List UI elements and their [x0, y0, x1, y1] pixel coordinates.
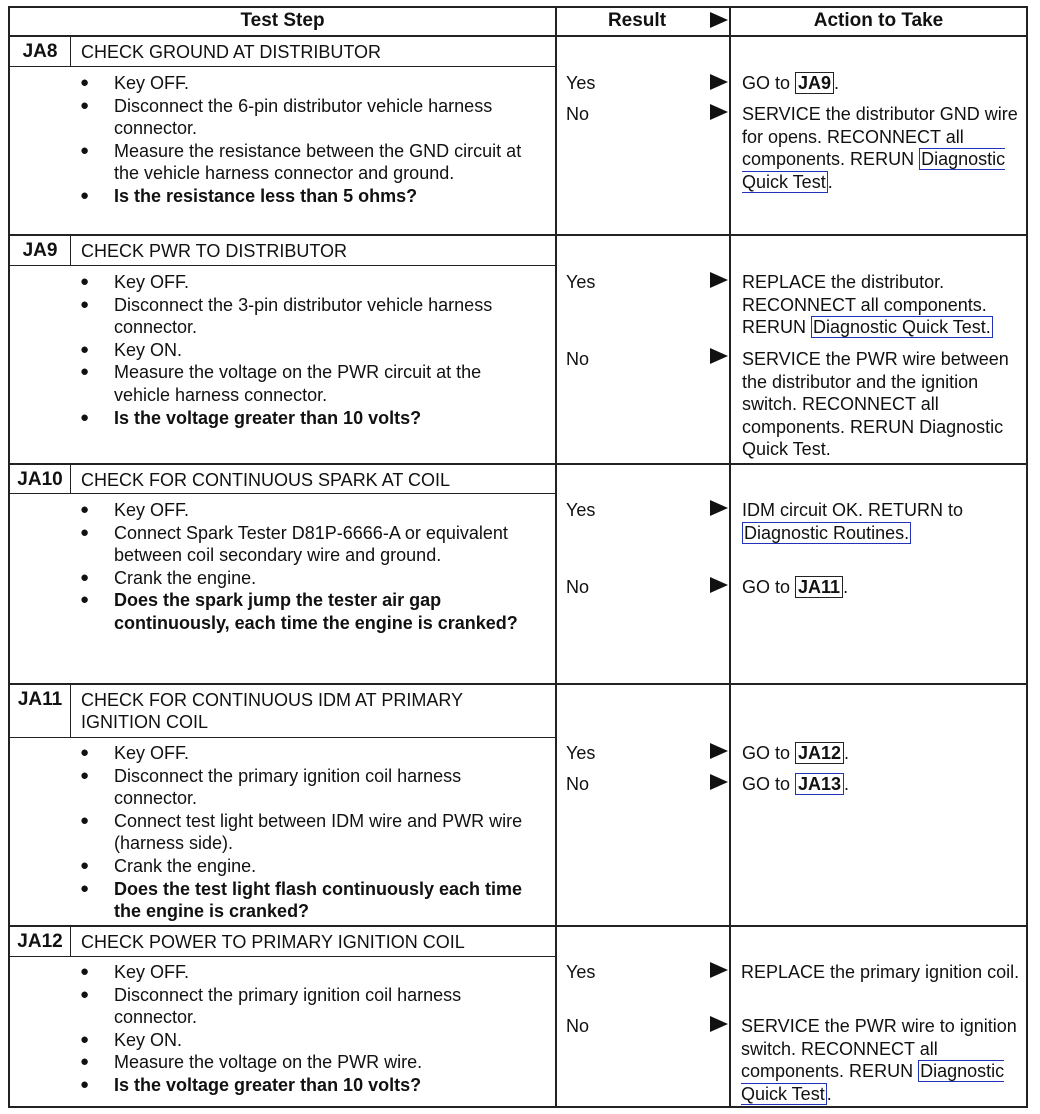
- list-item: ● Connect Spark Tester D81P-6666-A or equivalent between coil secondary wire and ground.: [80, 522, 525, 567]
- result-no: No: [566, 774, 590, 794]
- action-no: GO to JA11 .: [742, 577, 849, 597]
- diagnostic-routines-link[interactable]: Diagnostic Routines.: [744, 522, 910, 543]
- step-list: [80, 271, 535, 429]
- step-code: JA9: [22, 240, 58, 261]
- arrow-icon: [710, 743, 728, 759]
- step-code: JA12: [17, 931, 63, 952]
- step-list: [80, 72, 525, 208]
- list-item: ● Connect test light between IDM wire and PWR wire (harness side).: [80, 810, 535, 855]
- step-code: JA10: [17, 469, 63, 490]
- step-title: CHECK FOR CONTINUOUS IDM AT PRIMARY IGNITION COIL: [81, 690, 463, 732]
- arrow-icon: [710, 272, 728, 288]
- action-no: GO to JA13 .: [742, 774, 850, 794]
- list-item: ● Disconnect the primary ignition coil harness connector.: [80, 984, 525, 1029]
- diagnostic-quick-test-link[interactable]: Diagnostic Quick Test.: [813, 317, 991, 338]
- result-no: No: [566, 577, 590, 597]
- action-yes: GO to JA12 .: [742, 743, 850, 763]
- arrow-icon: [710, 1016, 728, 1032]
- step-list: [80, 499, 525, 635]
- step-title: CHECK PWR TO DISTRIBUTOR: [81, 241, 348, 261]
- result-yes: Yes: [566, 272, 596, 292]
- list-item: ● Key ON.: [80, 339, 535, 362]
- list-item: ● Key OFF.: [80, 271, 535, 294]
- step-question: ● Is the voltage greater than 10 volts?: [80, 407, 535, 430]
- step-list: [80, 742, 535, 923]
- result-yes: Yes: [566, 73, 596, 93]
- arrow-icon: [710, 74, 728, 90]
- arrow-icon: [710, 348, 728, 364]
- header-action: Action to Take: [813, 10, 944, 31]
- action-yes: REPLACE the primary ignition coil.: [741, 962, 1020, 982]
- list-item: ● Measure the voltage on the PWR wire.: [80, 1051, 525, 1074]
- result-no: No: [566, 104, 590, 124]
- list-item: ● Disconnect the 6-pin distributor vehicle harness connector.: [80, 95, 525, 140]
- step-question: ● Does the test light flash continuously each time the engine is cranked?: [80, 878, 535, 923]
- step-code: JA11: [17, 689, 63, 710]
- result-yes: Yes: [566, 743, 596, 763]
- step-title: CHECK GROUND AT DISTRIBUTOR: [81, 42, 382, 62]
- result-no: No: [566, 349, 590, 369]
- step-question: ● Is the voltage greater than 10 volts?: [80, 1074, 525, 1097]
- action-no: SERVICE the PWR wire between the distributor and the ignition switch. RECONNECT all components. RERUN Diagnostic Quick Test.: [742, 349, 1009, 460]
- arrow-icon: [710, 104, 728, 120]
- list-item: ● Crank the engine.: [80, 855, 535, 878]
- list-item: ● Disconnect the primary ignition coil harness connector.: [80, 765, 535, 810]
- goto-step-link[interactable]: JA11: [795, 576, 843, 598]
- list-item: ● Crank the engine.: [80, 567, 525, 590]
- goto-step-link[interactable]: JA9: [795, 72, 834, 94]
- result-yes: Yes: [566, 962, 596, 982]
- goto-step-link[interactable]: JA13: [795, 773, 844, 795]
- step-code: JA8: [22, 41, 58, 62]
- step-list: [80, 961, 525, 1097]
- step-title: CHECK POWER TO PRIMARY IGNITION COIL: [81, 932, 465, 952]
- action-yes: GO to JA9 .: [742, 73, 840, 93]
- goto-step-link[interactable]: JA12: [795, 742, 844, 764]
- diagnostic-quick-test-link[interactable]: Diagnostic Quick Test: [741, 1061, 1005, 1104]
- list-item: ● Key OFF.: [80, 72, 525, 95]
- action-no: SERVICE the distributor GND wire for opens. RECONNECT all components. RERUN Diagnostic Quick Test .: [742, 104, 1018, 192]
- result-yes: Yes: [566, 500, 596, 520]
- step-question: ● Is the resistance less than 5 ohms?: [80, 185, 525, 208]
- arrow-icon: [710, 774, 728, 790]
- list-item: ● Key ON.: [80, 1029, 525, 1052]
- diagnostic-quick-test-link[interactable]: Diagnostic Quick Test: [742, 149, 1006, 192]
- list-item: ● Key OFF.: [80, 742, 535, 765]
- arrow-icon: [710, 500, 728, 516]
- list-item: ● Disconnect the 3-pin distributor vehicle harness connector.: [80, 294, 535, 339]
- list-item: ● Measure the resistance between the GND circuit at the vehicle harness connector and ground.: [80, 140, 525, 185]
- step-question: ● Does the spark jump the tester air gap continuously, each time the engine is cranked?: [80, 589, 525, 634]
- arrow-icon: [710, 577, 728, 593]
- list-item: ● Measure the voltage on the PWR circuit at the vehicle harness connector.: [80, 361, 535, 406]
- list-item: ● Key OFF.: [80, 499, 525, 522]
- step-title: CHECK FOR CONTINUOUS SPARK AT COIL: [81, 470, 451, 490]
- header-arrow-icon: [710, 12, 728, 28]
- header-result: Result: [607, 10, 667, 31]
- header-test-step: Test Step: [240, 10, 325, 31]
- arrow-icon: [710, 962, 728, 978]
- action-no: SERVICE the PWR wire to ignition switch. RECONNECT all components. RERUN Diagnostic Quick Test .: [741, 1016, 1017, 1104]
- list-item: ● Key OFF.: [80, 961, 525, 984]
- action-yes: IDM circuit OK. RETURN to Diagnostic Routines.: [742, 500, 964, 543]
- action-yes: REPLACE the distributor. RECONNECT all components. RERUN Diagnostic Quick Test.: [742, 272, 991, 338]
- result-no: No: [566, 1016, 590, 1036]
